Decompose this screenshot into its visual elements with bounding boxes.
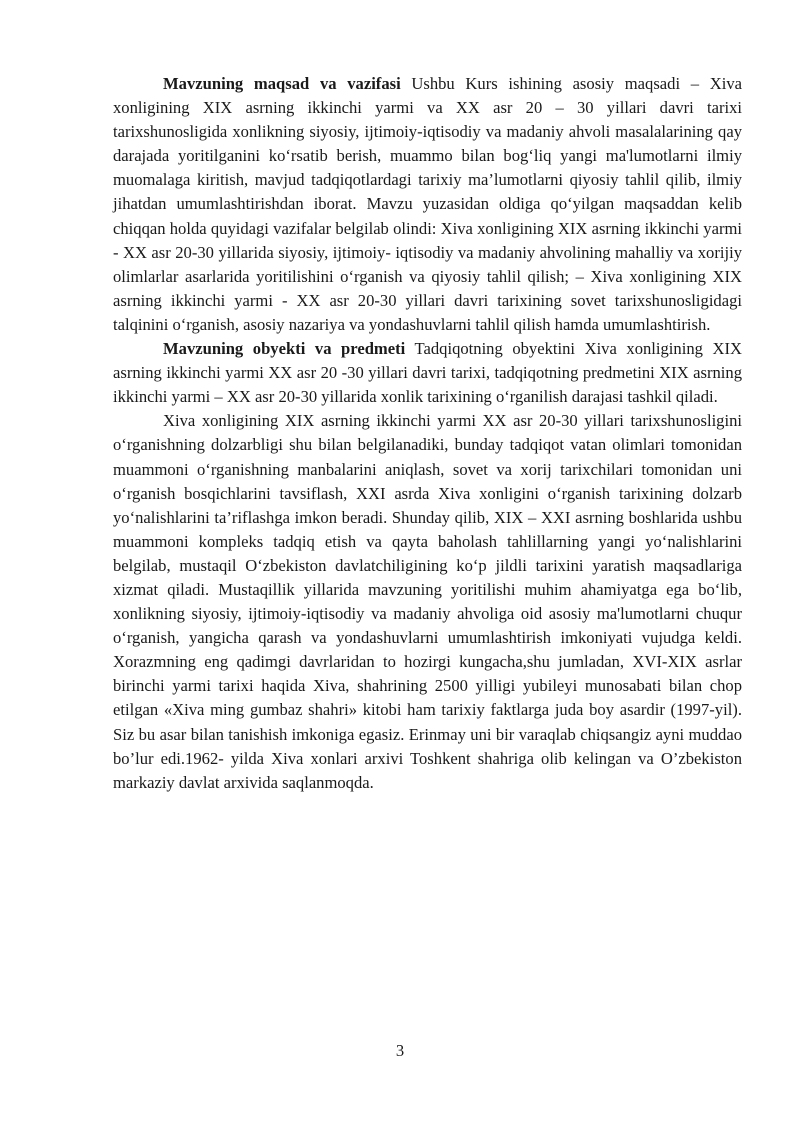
document-body bbox=[113, 72, 742, 795]
paragraph-text: Xiva xonligining XIX asrning ikkinchi yarmi XX asr 20-30 yillari tarixshunosligini o‘rganishning dolzarbligi shu bilan belgilanadiki, bunday tadqiqot vatan olimlari tomonidan muammoni o‘rganishning manbalarini aniqlash, sovet va xorij tarixchilari tomonidan uni o‘rganish bosqichlarini tavsiflash, XXI asrda Xiva xonligini o‘rganish tarixining dolzarb yo‘nalishlarini ta’riflashga imkon beradi. Shunday qilib, XIX – XXI asrning boshlarida ushbu muammoni kompleks tadqiq etish va qayta baholash tahlillarning yangi yo‘nalishlarini belgilab, mustaqil O‘zbekiston davlatchiligining ko‘p jildli tarixini yaratish maqsadlariga xizmat qiladi. Mustaqillik yillarida mavzuning yoritilishi muhim ahamiyatga ega bo‘lib, xonlikning siyosiy, ijtimoiy-iqtisodiy va madaniy ahvoliga oid asosiy ma'lumotlarni chuqur o‘rganish, yangicha qarash va yondashuvlarni umumlashtirish imkoniyati vujudga keldi. Xorazmning eng qadimgi davrlaridan to hozirgi kungacha,shu jumladan, XVI-XIX asrlar birinchi yarmi tarixi haqida Xiva, shahrining 2500 yilligi yubileyi munosabati bilan chop etilgan «Xiva ming gumbaz shahri» kitobi ham tarixiy faktlarga juda boy asardir (1997-yil). Siz bu asar bilan tanishish imkoniga egasiz. Erinmay uni bir varaqlab chiqsangiz ayni muddao bo’lur edi.1962- yilda Xiva xonlari arxivi Toshkent shahriga olib kelingan va O’zbekiston markaziy davlat arxivida saqlanmoqda. bbox=[113, 411, 742, 792]
paragraph-relevance bbox=[113, 409, 742, 795]
paragraph-heading: Mavzuning maqsad va vazifasi bbox=[163, 74, 401, 93]
paragraph-object-and-subject bbox=[113, 337, 742, 409]
paragraph-heading: Mavzuning obyekti va predmeti bbox=[163, 339, 406, 359]
paragraph-purpose-and-tasks bbox=[113, 72, 742, 337]
paragraph-text: Tadqiqotning obyektini Xiva xonligining XIX asrning ikkinchi yarmi XX asr 20 -30 yillari davri tarixi, tadqiqotning predmetini XIX asrning ikkinchi yarmi – XX asr 20-30 yillarida xonlik tarixining o‘rganilish darajasi tashkil qiladi. bbox=[113, 339, 742, 407]
paragraph-text: Ushbu Kurs ishining asosiy maqsadi – Xiva xonligining XIX asrning ikkinchi yarmi va XX asr 20 – 30 yillari davri tarixi tarixshunosligida xonlikning siyosiy, ijtimoiy-iqtisodiy va madaniy ahvoli masalalarining qay darajada yoritilganini ko‘rsatib berish, muammo bilan bog‘liq yangi ma'lumotlarni ilmiy muomalaga kiritish, mavjud tadqiqotlardagi tarixiy ma’lumotlarni qiyosiy tahlil qilib, ilmiy jihatdan umumlashtirishdan iborat. Mavzu yuzasidan oldiga qo‘yilgan maqsaddan kelib chiqqan holda quyidagi vazifalar belgilab olindi: Xiva xonligining XIX asrning ikkinchi yarmi - XX asr 20-30 yillarida siyosiy, ijtimoiy- iqtisodiy va madaniy ahvolining mahalliy va xorijiy olimlarlar asarlarida yoritilishini o‘rganish va qiyosiy tahlil qilish; – Xiva xonligining XIX asrning ikkinchi yarmi - XX asr 20-30 yillari davri tarixining sovet tarixshunosligidagi talqinini o‘rganish, asosiy nazariya va yondashuvlarni tahlil qilish hamda umumlashtirish. bbox=[113, 74, 742, 334]
page-number: 3 bbox=[395, 1041, 405, 1060]
